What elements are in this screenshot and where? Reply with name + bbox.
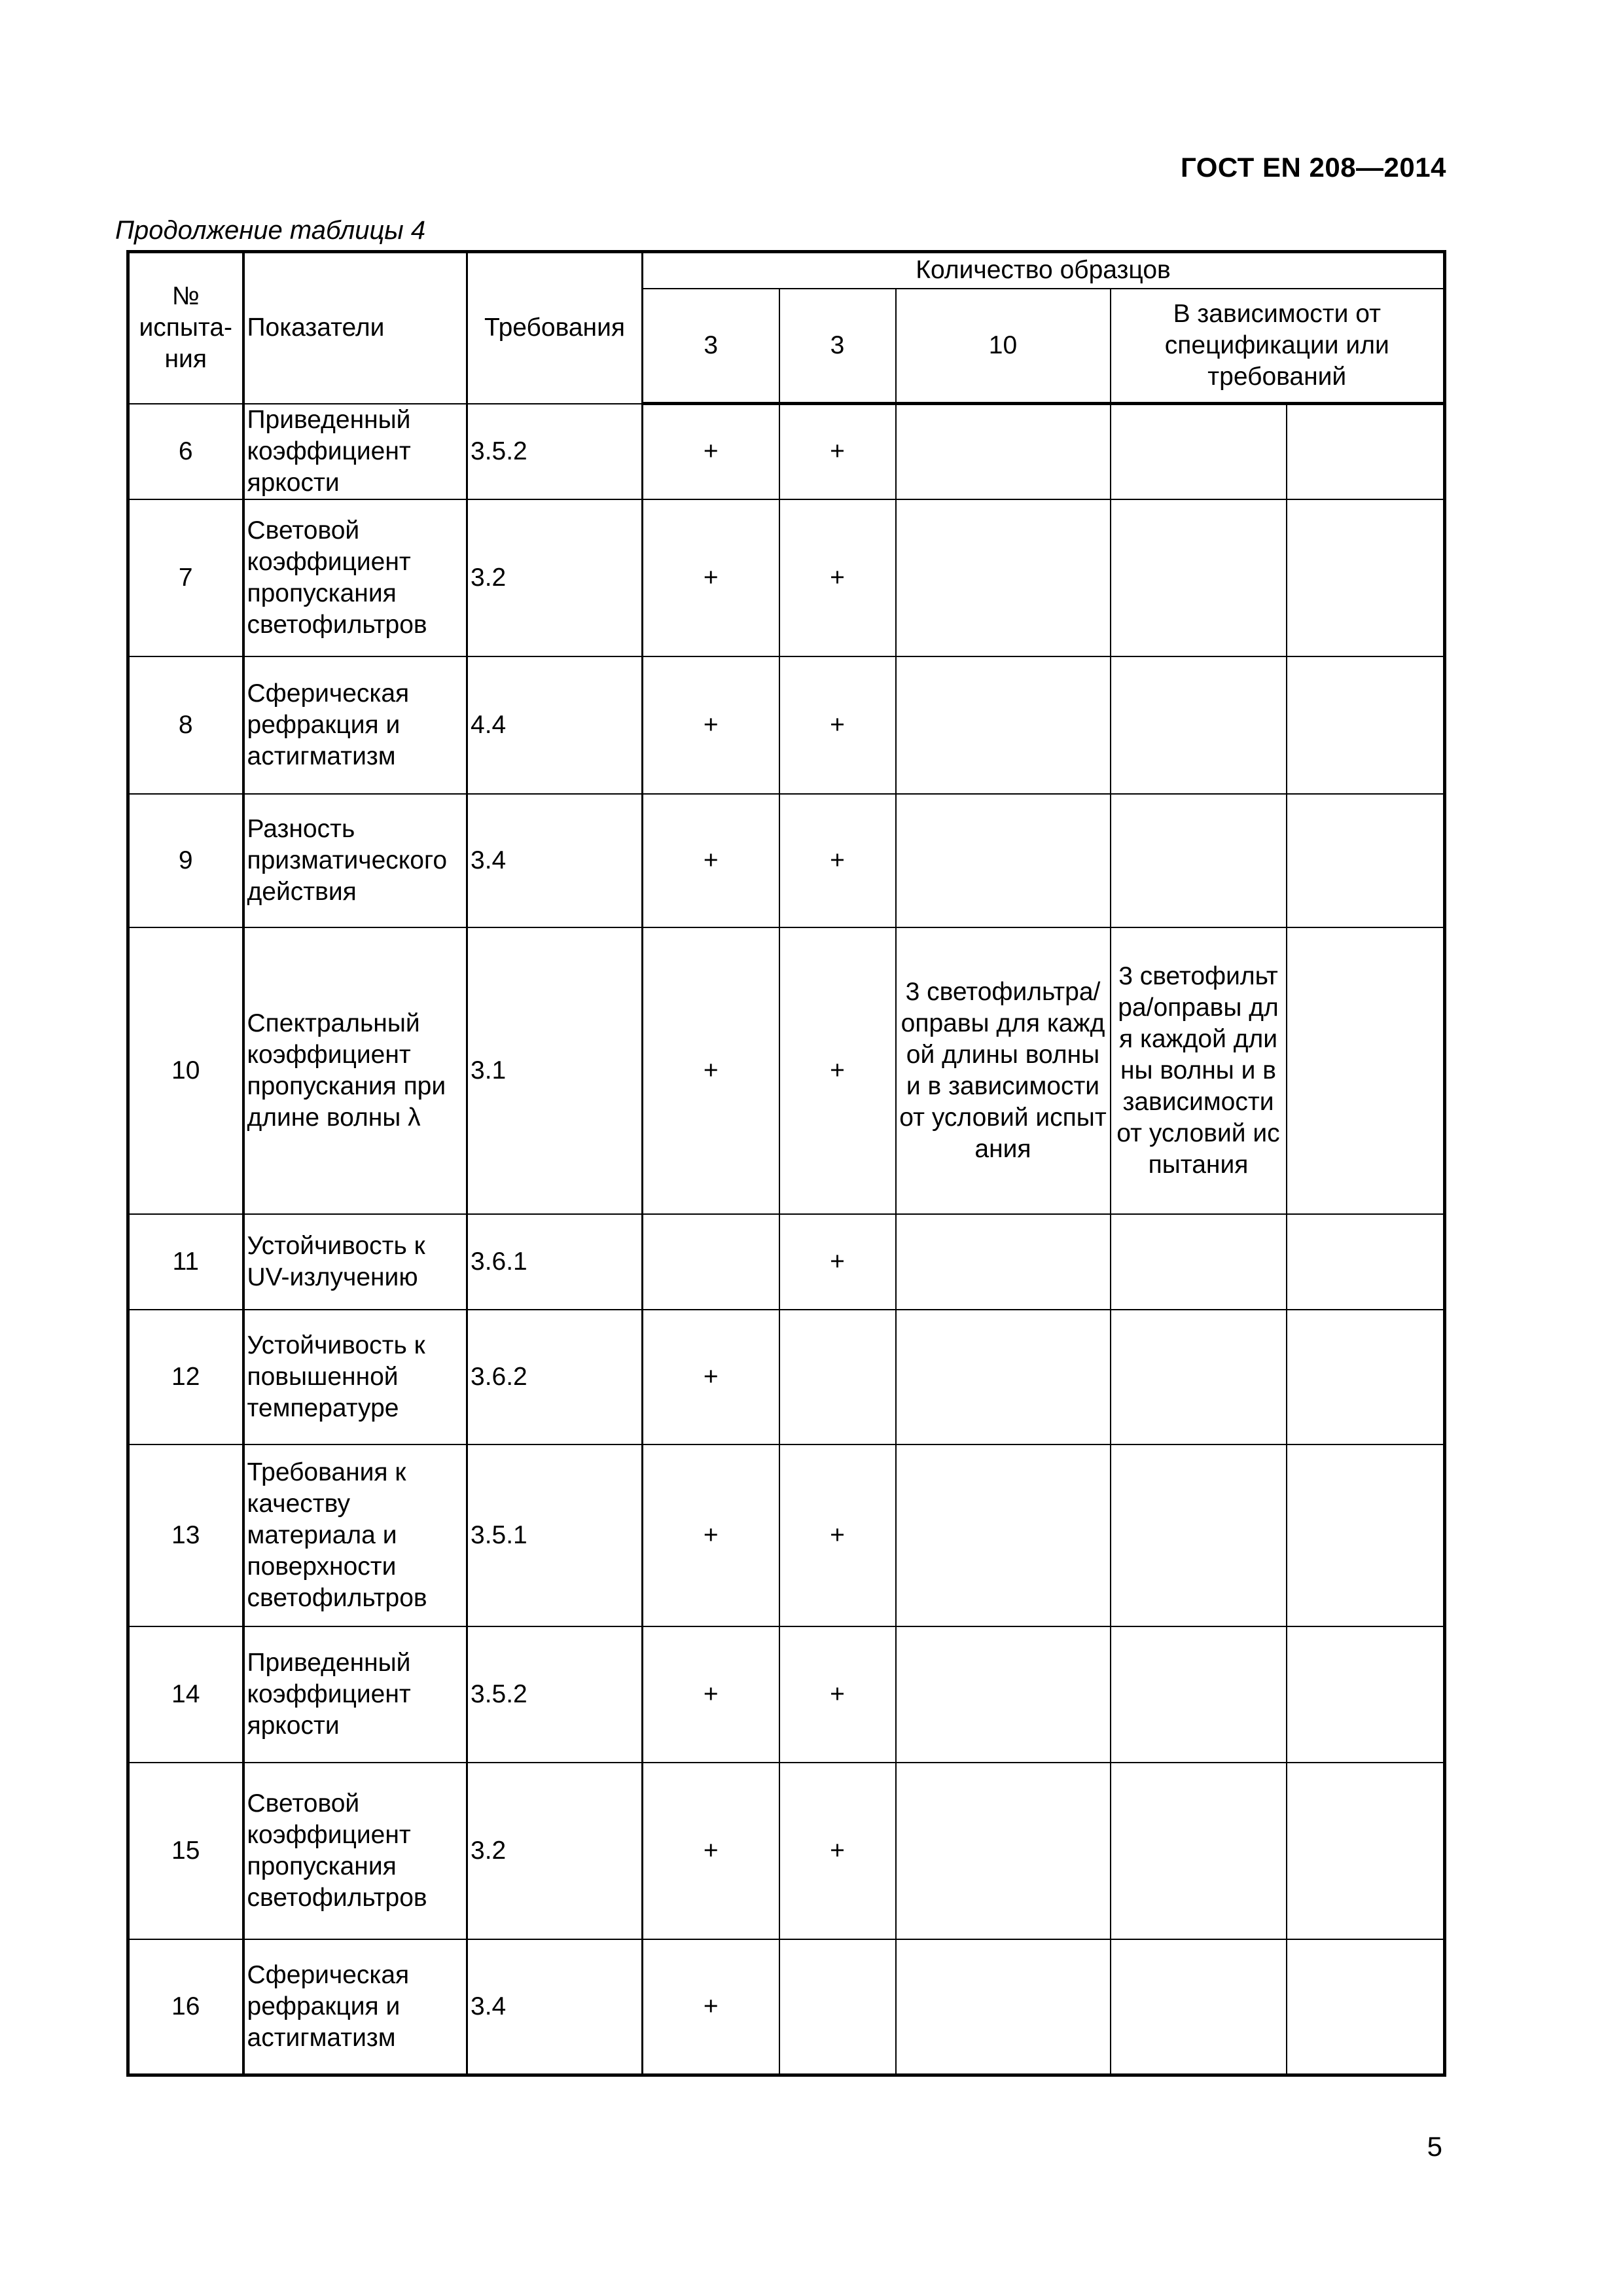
header-sample-count: Количество образцов [643, 252, 1445, 289]
cell-sample-1: + [643, 1444, 779, 1626]
table-caption: Продолжение таблицы 4 [115, 216, 426, 245]
cell-requirement: 3.6.1 [467, 1214, 643, 1310]
cell-sample-2 [779, 1310, 896, 1444]
cell-sample-5 [1287, 1763, 1445, 1939]
cell-indicator: Требования к качеству материала и поверхности светофильтров [243, 1444, 467, 1626]
header-samples-3: 10 [896, 289, 1111, 404]
cell-requirement: 3.5.2 [467, 404, 643, 499]
cell-sample-1: + [643, 656, 779, 794]
cell-sample-2: + [779, 656, 896, 794]
document-code: ГОСТ EN 208—2014 [1180, 152, 1446, 183]
cell-sample-1 [643, 1214, 779, 1310]
cell-requirement: 3.5.2 [467, 1626, 643, 1763]
cell-sample-2: + [779, 404, 896, 499]
cell-test-number: 14 [128, 1626, 243, 1763]
cell-sample-3 [896, 656, 1111, 794]
table-row [128, 1763, 1445, 1939]
cell-sample-4 [1111, 1444, 1287, 1626]
cell-test-number: 13 [128, 1444, 243, 1626]
cell-sample-2: + [779, 1763, 896, 1939]
cell-indicator: Устойчивость к повышенной температуре [243, 1310, 467, 1444]
cell-indicator: Световой коэффициент пропускания светофильтров [243, 1763, 467, 1939]
cell-sample-1: + [643, 1310, 779, 1444]
table-row [128, 927, 1445, 1214]
header-samples-2: 3 [779, 289, 896, 404]
header-samples-by-spec: В зависимости от спецификации или требований [1111, 289, 1445, 404]
cell-test-number: 6 [128, 404, 243, 499]
cell-sample-4: 3 светофильтра/оправы для каждой длины волны и в зависимости от условий испытания [1111, 927, 1287, 1214]
cell-sample-4 [1111, 656, 1287, 794]
cell-sample-4 [1111, 1214, 1287, 1310]
cell-sample-5 [1287, 1310, 1445, 1444]
cell-sample-5 [1287, 1626, 1445, 1763]
table-row [128, 794, 1445, 927]
cell-sample-1: + [643, 794, 779, 927]
cell-sample-4 [1111, 1939, 1287, 2075]
cell-sample-2: + [779, 927, 896, 1214]
cell-requirement: 3.6.2 [467, 1310, 643, 1444]
cell-indicator: Сферическая рефракция и астигматизм [243, 656, 467, 794]
header-samples-1: 3 [643, 289, 779, 404]
table-row [128, 1444, 1445, 1626]
cell-sample-3 [896, 1444, 1111, 1626]
cell-sample-2: + [779, 1214, 896, 1310]
table-row [128, 499, 1445, 656]
cell-test-number: 16 [128, 1939, 243, 2075]
header-test-number: № испыта-ния [128, 252, 243, 404]
cell-sample-3: 3 светофильтра/оправы для каждой длины волны и в зависимости от условий испытания [896, 927, 1111, 1214]
cell-sample-5 [1287, 404, 1445, 499]
cell-sample-5 [1287, 794, 1445, 927]
cell-sample-1: + [643, 1939, 779, 2075]
cell-sample-3 [896, 1310, 1111, 1444]
cell-test-number: 9 [128, 794, 243, 927]
cell-sample-1: + [643, 404, 779, 499]
table-row [128, 1939, 1445, 2075]
cell-test-number: 8 [128, 656, 243, 794]
cell-indicator: Спектральный коэффициент пропускания при длине волны λ [243, 927, 467, 1214]
cell-test-number: 15 [128, 1763, 243, 1939]
cell-sample-3 [896, 499, 1111, 656]
cell-sample-4 [1111, 794, 1287, 927]
cell-sample-2: + [779, 794, 896, 927]
cell-sample-1: + [643, 927, 779, 1214]
cell-sample-3 [896, 1214, 1111, 1310]
cell-sample-4 [1111, 1310, 1287, 1444]
test-table [126, 250, 1446, 2077]
cell-test-number: 10 [128, 927, 243, 1214]
cell-sample-5 [1287, 927, 1445, 1214]
cell-requirement: 3.4 [467, 794, 643, 927]
cell-requirement: 3.1 [467, 927, 643, 1214]
cell-indicator: Приведенный коэффициент яркости [243, 404, 467, 499]
table-row [128, 1214, 1445, 1310]
cell-test-number: 7 [128, 499, 243, 656]
cell-sample-5 [1287, 499, 1445, 656]
header-indicators: Показатели [243, 252, 467, 404]
cell-indicator: Сферическая рефракция и астигматизм [243, 1939, 467, 2075]
page-number: 5 [1427, 2131, 1442, 2162]
cell-sample-3 [896, 794, 1111, 927]
cell-test-number: 12 [128, 1310, 243, 1444]
cell-indicator: Приведенный коэффициент яркости [243, 1626, 467, 1763]
cell-sample-2: + [779, 499, 896, 656]
cell-sample-3 [896, 404, 1111, 499]
cell-sample-3 [896, 1626, 1111, 1763]
cell-requirement: 4.4 [467, 656, 643, 794]
table-row [128, 404, 1445, 499]
cell-indicator: Устойчивость к UV-излучению [243, 1214, 467, 1310]
cell-sample-5 [1287, 656, 1445, 794]
cell-requirement: 3.4 [467, 1939, 643, 2075]
cell-sample-3 [896, 1939, 1111, 2075]
cell-sample-2 [779, 1939, 896, 2075]
cell-test-number: 11 [128, 1214, 243, 1310]
cell-sample-1: + [643, 1763, 779, 1939]
cell-sample-4 [1111, 499, 1287, 656]
cell-requirement: 3.5.1 [467, 1444, 643, 1626]
cell-sample-4 [1111, 1626, 1287, 1763]
cell-indicator: Световой коэффициент пропускания светофильтров [243, 499, 467, 656]
table-row [128, 1310, 1445, 1444]
cell-sample-2: + [779, 1444, 896, 1626]
cell-sample-5 [1287, 1214, 1445, 1310]
cell-sample-1: + [643, 1626, 779, 1763]
table-row [128, 656, 1445, 794]
cell-sample-3 [896, 1763, 1111, 1939]
cell-sample-5 [1287, 1444, 1445, 1626]
cell-requirement: 3.2 [467, 1763, 643, 1939]
cell-sample-5 [1287, 1939, 1445, 2075]
cell-sample-4 [1111, 404, 1287, 499]
cell-sample-1: + [643, 499, 779, 656]
cell-sample-2: + [779, 1626, 896, 1763]
cell-indicator: Разность призматического действия [243, 794, 467, 927]
table-row [128, 1626, 1445, 1763]
cell-sample-4 [1111, 1763, 1287, 1939]
cell-requirement: 3.2 [467, 499, 643, 656]
header-requirements: Требования [467, 252, 643, 404]
